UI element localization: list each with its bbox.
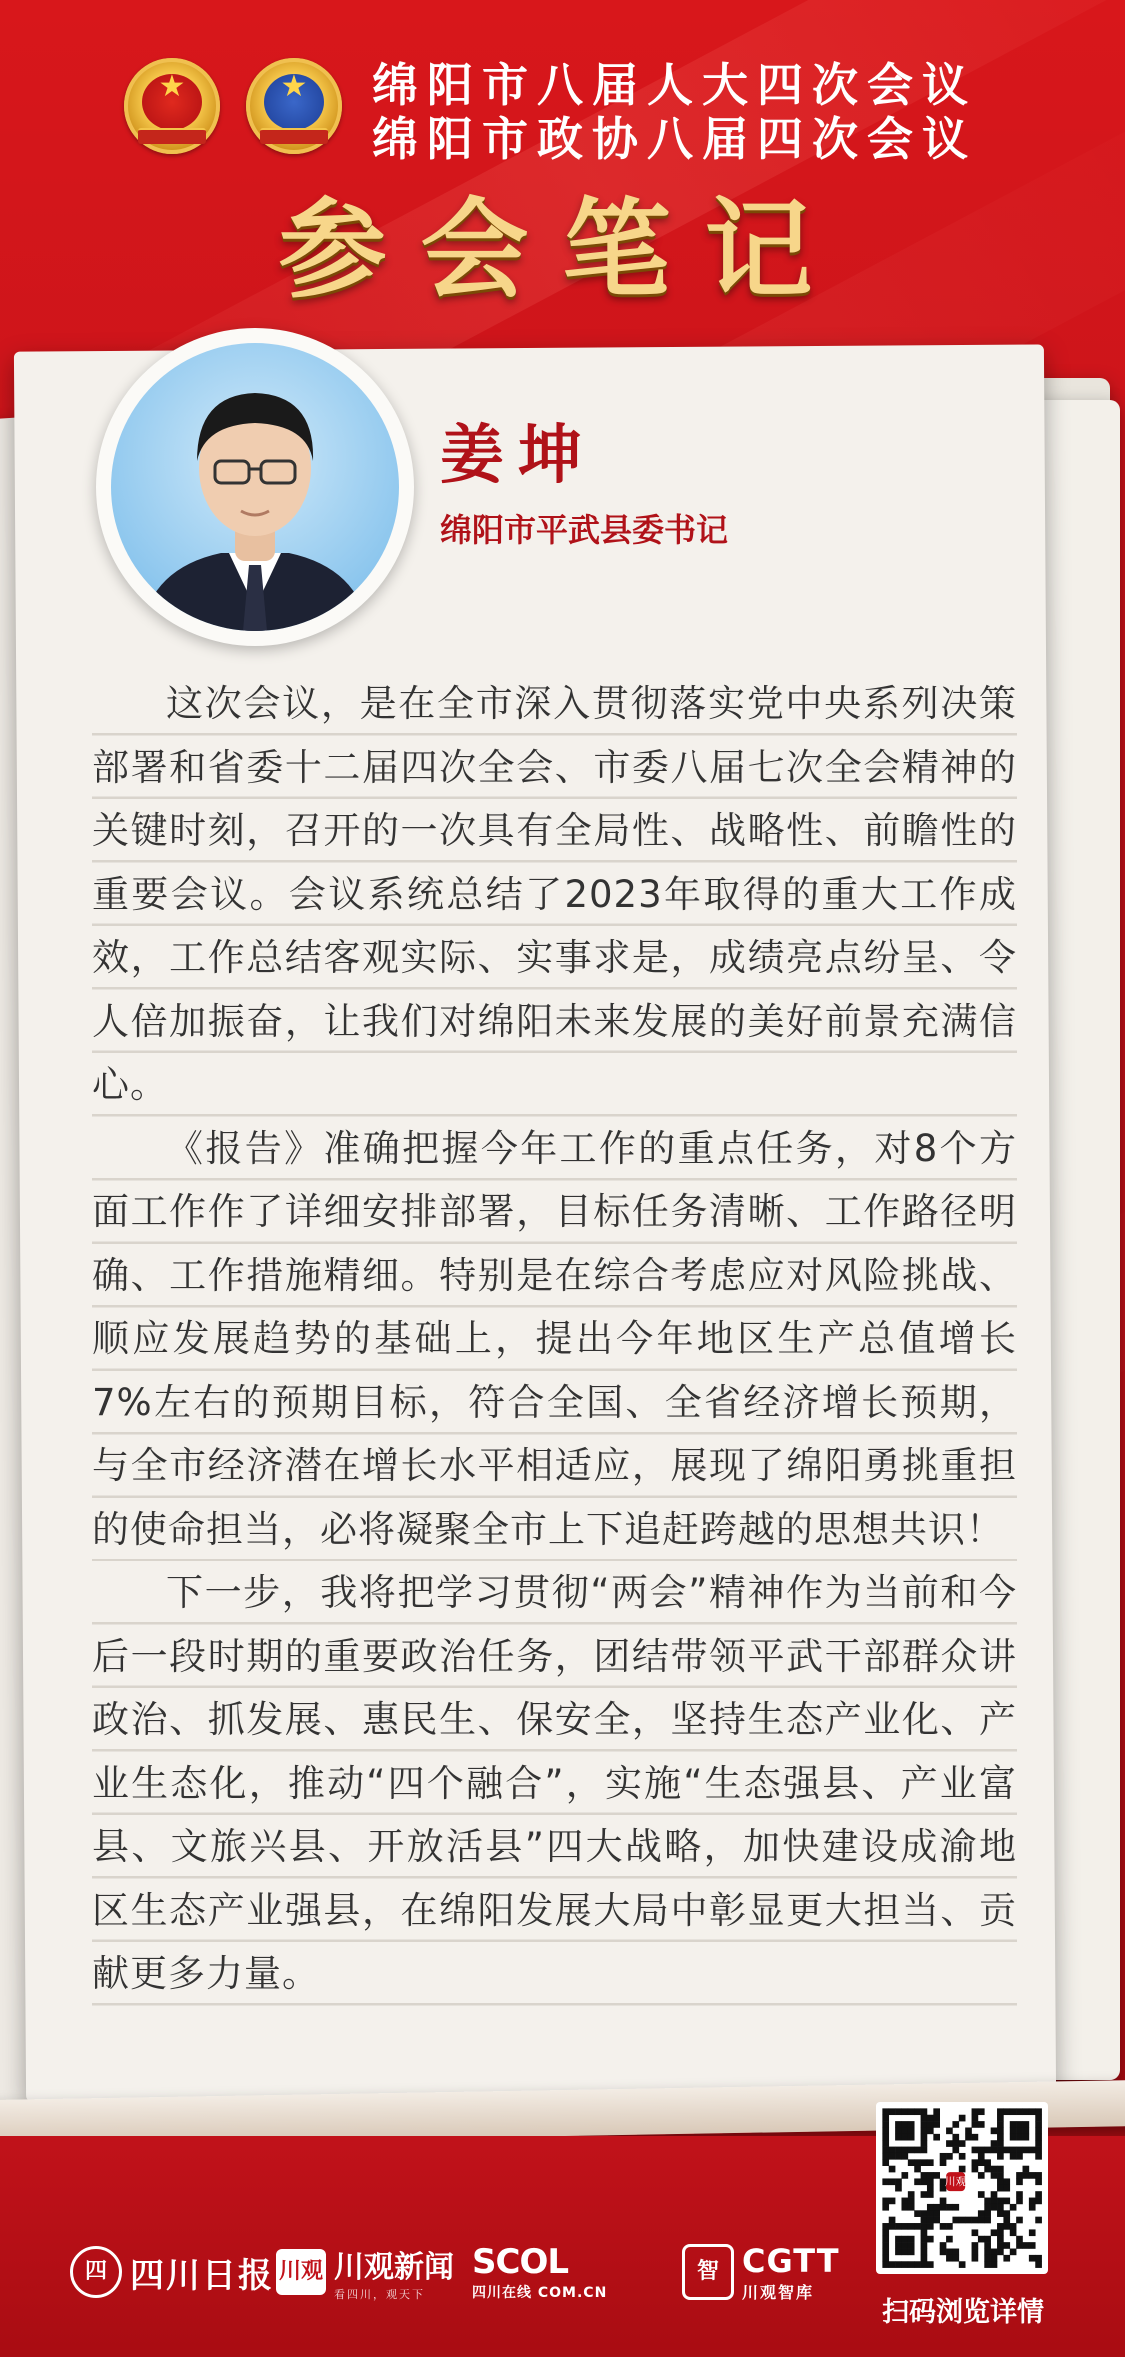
chuanguan-news-logo bbox=[276, 2244, 454, 2300]
cgtt-logo bbox=[682, 2241, 840, 2302]
article-paragraph: 下一步，我将把学习贯彻“两会”精神作为当前和今后一段时期的重要政治任务，团结带领平武干部群众讲政治、抓发展、惠民生、保安全，坚持生态产业化、产业生态化，推动“四个融合”，实施“生态强县、产业富县、文旅兴县、开放活县”四大战略，加快建设成渝地区生态产业强县，在绵阳发展大局中彰显更大担当、贡献更多力量。 bbox=[92, 1561, 1017, 2006]
qr-code-icon bbox=[876, 2102, 1048, 2274]
sichuan-daily-logo-icon: 四 bbox=[70, 2246, 122, 2298]
chuanguan-logo-text: 川观新闻 bbox=[334, 2250, 454, 2285]
cgtt-logo-icon: 智 bbox=[682, 2244, 734, 2300]
sichuan-daily-logo bbox=[70, 2244, 274, 2300]
article-paragraph: 这次会议，是在全市深入贯彻落实党中央系列决策部署和省委十二届四次全会、市委八届七次全会精神的关键时刻，召开的一次具有全局性、战略性、前瞻性的重要会议。会议系统总结了2023年取得的重大工作成效，工作总结客观实际、实事求是，成绩亮点纷呈、令人倍加振奋，让我们对绵阳未来发展的美好前景充满信心。 bbox=[92, 672, 1017, 1117]
qr-center-label: 川观 bbox=[944, 2174, 967, 2188]
qr-code-label: 扫码浏览详情 bbox=[882, 2297, 1044, 2328]
qr-code[interactable] bbox=[876, 2102, 1048, 2274]
avatar bbox=[111, 343, 399, 631]
page-title: 参会笔记 bbox=[278, 187, 847, 313]
article-body bbox=[92, 672, 1017, 2006]
scol-logo-text: SCOL bbox=[472, 2242, 569, 2282]
scol-logo-sub: 四川在线 COM.CN bbox=[472, 2285, 608, 2301]
cppcc-emblem-icon: ★ bbox=[246, 58, 342, 154]
chuanguan-logo-icon: 川观 bbox=[276, 2249, 326, 2295]
sichuan-daily-logo-text: 四川日报 bbox=[130, 2255, 274, 2296]
meeting-title-npc: 绵阳市八届人大四次会议 bbox=[372, 58, 977, 112]
person-role: 绵阳市平武县委书记 bbox=[440, 511, 729, 549]
meeting-title-cppcc: 绵阳市政协八届四次会议 bbox=[372, 112, 977, 166]
scol-logo bbox=[472, 2244, 607, 2300]
cgtt-logo-text: CGTT bbox=[742, 2241, 840, 2280]
person-name: 姜坤 bbox=[440, 418, 596, 493]
national-emblem-icon: ★ bbox=[124, 58, 220, 154]
article-paragraph: 《报告》准确把握今年工作的重点任务，对8个方面工作作了详细安排部署，目标任务清晰、工作路径明确、工作措施精细。特别是在综合考虑应对风险挑战、顺应发展趋势的基础上，提出今年地区生产总值增长7%左右的预期目标，符合全国、全省经济增长预期，与全市经济潜在增长水平相适应，展现了绵阳勇挑重担的使命担当，必将凝聚全市上下追赶跨越的思想共识！ bbox=[92, 1117, 1017, 1562]
cgtt-logo-sub: 川观智库 bbox=[742, 2282, 815, 2302]
chuanguan-logo-slogan: 看四川，观天下 bbox=[334, 2288, 425, 2301]
